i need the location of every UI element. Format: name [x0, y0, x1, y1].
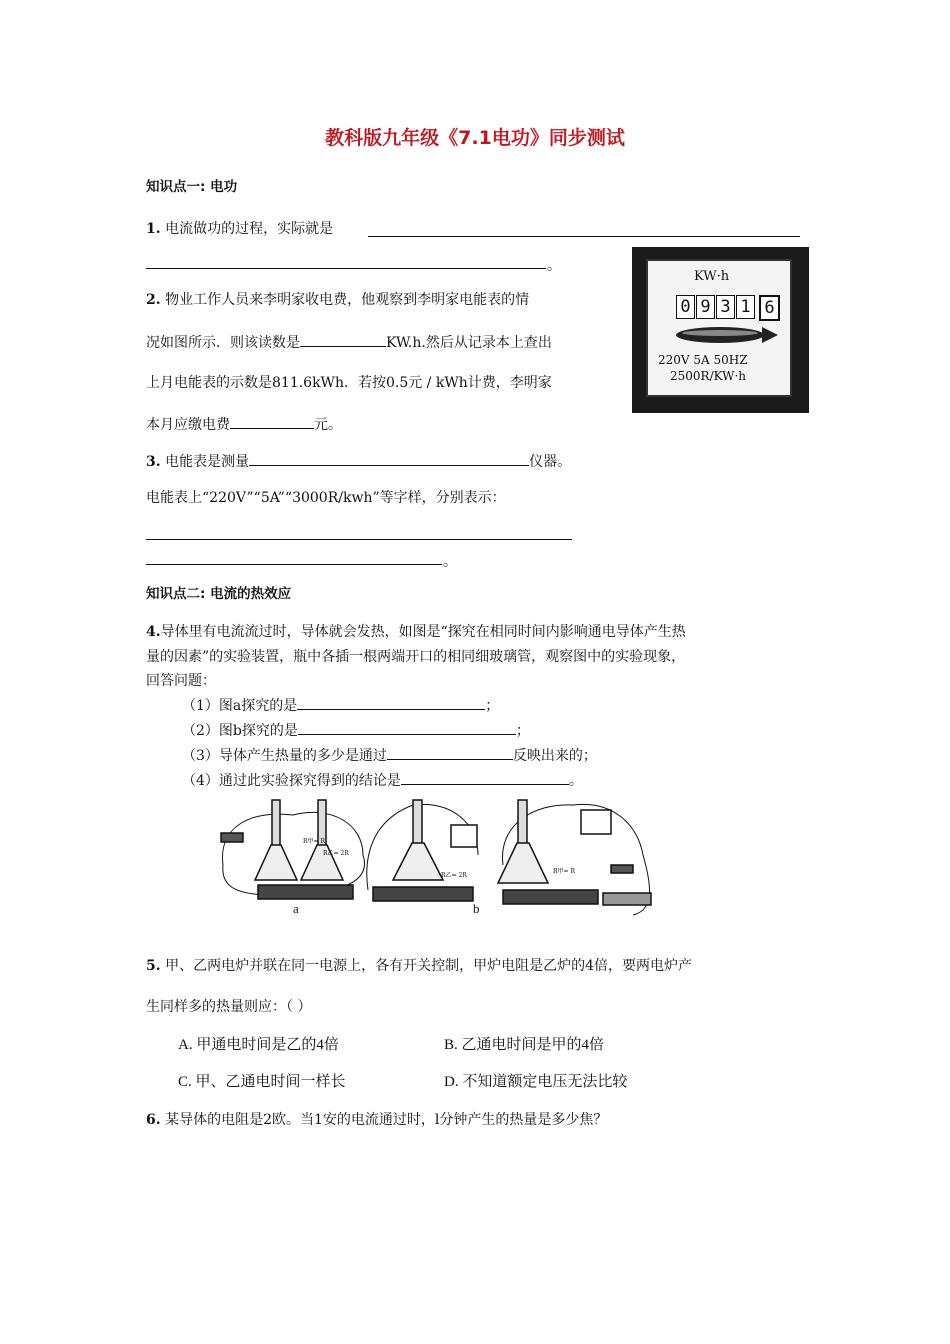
punctuation: 。 — [547, 258, 561, 274]
question-number: 6. — [146, 1112, 161, 1128]
question-text: 况如图所示．则该读数是 — [146, 335, 300, 351]
question-text: （4）通过此实验探究得到的结论是 — [182, 773, 401, 789]
answer-blank — [401, 770, 569, 785]
option-c[interactable]: C. 甲、乙通电时间一样长 — [178, 1074, 346, 1090]
question-number: 4. — [146, 624, 161, 640]
question-5-line-2: 生同样多的热量则应：（ ） — [146, 999, 312, 1015]
question-text: 某导体的电阻是2欧。当1安的电流通过时，l分钟产生的热量是多少焦？ — [165, 1112, 608, 1128]
question-6 — [146, 1110, 607, 1130]
meter-disc-arrow-icon — [670, 323, 780, 347]
option-d[interactable]: D. 不知道额定电压无法比较 — [444, 1074, 628, 1090]
question-text: 仪器。 — [529, 454, 572, 470]
question-text: ； — [485, 698, 500, 714]
question-text: ； — [515, 723, 530, 739]
question-3 — [146, 451, 571, 472]
electricity-meter-image — [632, 247, 809, 413]
sub-question-1 — [182, 695, 499, 716]
meter-unit: KW·h — [694, 269, 730, 284]
question-3-line-2: 电能表上“220V”“5A”“3000R/kwh”等字样，分别表示： — [146, 490, 506, 506]
question-text: 。 — [568, 773, 583, 789]
answer-blank — [387, 745, 513, 760]
sub-question-3 — [182, 745, 597, 766]
question-text: （1）图a探究的是 — [182, 698, 298, 714]
section-heading-1: 知识点一: 电功 — [146, 179, 238, 195]
question-text: 反映出来的； — [512, 748, 597, 764]
question-2-line-2 — [146, 332, 552, 353]
question-text: 物业工作人员来李明家收电费，他观察到李明家电能表的情 — [165, 292, 530, 308]
answer-blank — [230, 414, 314, 429]
question-text: 导体里有电流流过时，导体就会发热，如图是“探究在相同时间内影响通电导体产生热 — [160, 624, 686, 640]
resistor-label: R甲= R — [303, 838, 325, 845]
punctuation: 。 — [443, 554, 457, 570]
meter-digit: 0 — [676, 295, 695, 319]
question-4-line-1 — [146, 622, 686, 642]
option-b[interactable]: B. 乙通电时间是甲的4倍 — [444, 1037, 605, 1053]
figure-label-a: a — [293, 901, 299, 916]
section-heading-2: 知识点二: 电流的热效应 — [146, 586, 292, 602]
question-1 — [146, 219, 333, 239]
question-text: 电能表是测量 — [165, 454, 250, 470]
question-2-line-3: 上月电能表的示数是811.6kWh．若按0.5元 / kWh计费，李明家 — [146, 375, 552, 391]
question-text: KW.h.然后从记录本上查出 — [386, 335, 552, 351]
question-number: 3. — [146, 454, 161, 470]
answer-blank — [146, 539, 572, 540]
meter-digits — [676, 295, 781, 321]
answer-blank — [146, 564, 442, 565]
resistor-label: R乙= 2R — [323, 850, 349, 857]
meter-spec: 220V 5A 50HZ — [658, 353, 748, 367]
meter-digit: 1 — [736, 295, 755, 319]
question-4-line-2: 量的因素”的实验装置，瓶中各插一根两端开口的相同细玻璃管，观察图中的实验现象， — [146, 649, 686, 665]
option-a[interactable]: A. 甲通电时间是乙的4倍 — [178, 1037, 339, 1053]
answer-blank — [300, 332, 386, 347]
question-text: （2）图b探究的是 — [182, 723, 298, 739]
meter-digit: 3 — [716, 295, 735, 319]
question-text: 元。 — [314, 417, 342, 433]
meter-constant: 2500R/KW·h — [670, 369, 747, 383]
answer-blank — [249, 451, 529, 466]
answer-blank — [146, 268, 546, 269]
answer-blank — [368, 236, 800, 237]
answer-blank — [297, 695, 485, 710]
question-5-line-1 — [146, 956, 692, 976]
question-text: 电流做功的过程，实际就是 — [165, 221, 334, 237]
sub-question-2 — [182, 720, 530, 741]
meter-digit-decimal: 6 — [759, 295, 780, 321]
figure-label-b: b — [473, 901, 480, 916]
question-number: 5. — [146, 958, 161, 974]
question-2-line-1 — [146, 290, 529, 310]
question-number: 2. — [146, 292, 161, 308]
page-title: 教科版九年级《7.1电功》同步测试 — [325, 127, 625, 149]
question-text: （3）导体产生热量的多少是通过 — [182, 748, 387, 764]
experiment-apparatus-figure — [213, 795, 663, 935]
answer-blank — [298, 720, 516, 735]
resistor-label: R甲= R — [553, 868, 575, 875]
meter-digit: 9 — [696, 295, 715, 319]
sub-question-4 — [182, 770, 583, 791]
question-4-line-3: 回答问题： — [146, 673, 216, 689]
resistor-label: R乙= 2R — [441, 872, 467, 879]
question-text: 甲、乙两电炉并联在同一电源上，各有开关控制，甲炉电阻是乙炉的4倍，要两电炉产 — [165, 958, 692, 974]
question-number: 1. — [146, 221, 161, 237]
question-2-line-4 — [146, 414, 342, 435]
question-text: 本月应缴电费 — [146, 417, 230, 433]
